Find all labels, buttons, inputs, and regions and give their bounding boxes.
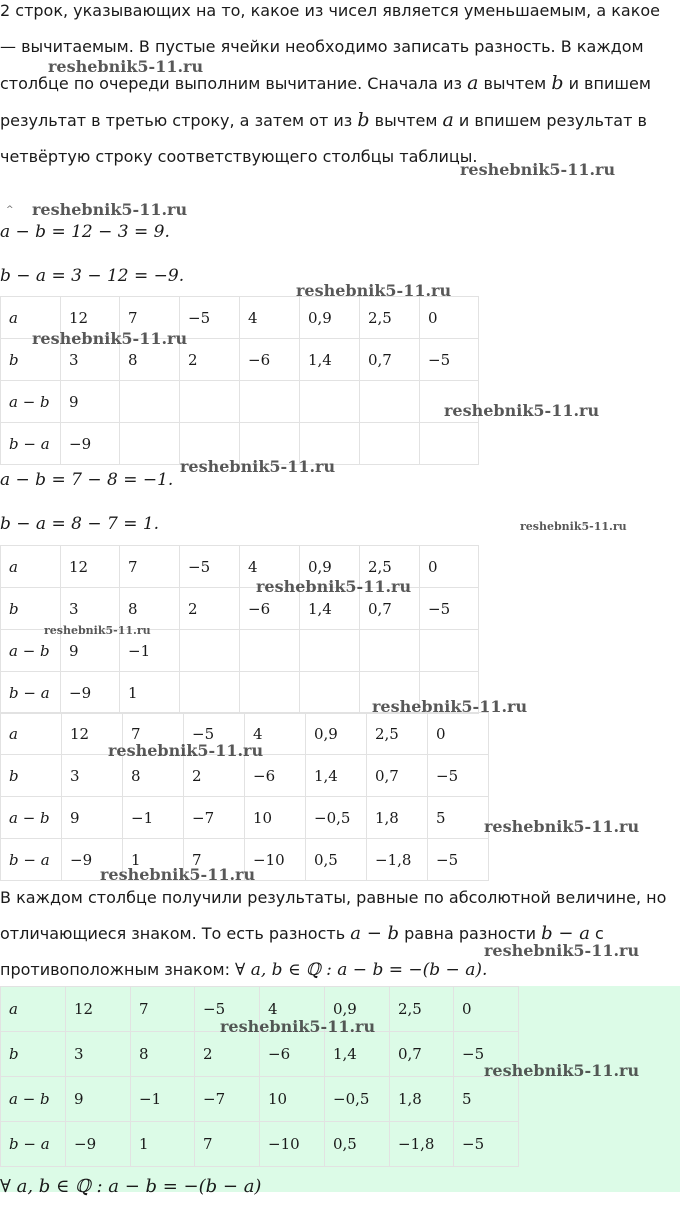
table-row-a-minus-b	[1, 797, 489, 839]
cell: −10	[260, 1122, 325, 1167]
row-label: b	[1, 588, 61, 630]
cell: 7	[120, 546, 180, 588]
cell: 2,5	[360, 546, 420, 588]
cell: 4	[240, 297, 300, 339]
watermark: reshebnik5-11.ru	[180, 457, 336, 476]
row-label: a − b	[1, 630, 61, 672]
cell: 1	[131, 1122, 195, 1167]
cell: 1,8	[390, 1077, 454, 1122]
row-label: a	[1, 297, 61, 339]
cell: 0,9	[300, 297, 360, 339]
cell: 1,4	[300, 588, 360, 630]
cell: 0,7	[360, 588, 420, 630]
conclusion-paragraph	[0, 880, 676, 988]
cell-empty	[360, 381, 420, 423]
cell: 4	[245, 713, 306, 755]
collapse-caret-icon: ^	[6, 205, 14, 215]
cell: 2	[195, 1032, 260, 1077]
cell-empty	[240, 381, 300, 423]
cell: −0,5	[325, 1077, 390, 1122]
watermark: reshebnik5-11.ru	[108, 741, 264, 760]
cell: −5	[428, 755, 489, 797]
cell: 10	[245, 797, 306, 839]
cell: −1	[131, 1077, 195, 1122]
cell: 7	[131, 987, 195, 1032]
cell: −5	[428, 839, 489, 881]
row-label: a − b	[1, 381, 61, 423]
watermark: reshebnik5-11.ru	[296, 281, 452, 300]
cell: −5	[420, 588, 479, 630]
cell-empty	[360, 423, 420, 465]
step1-eq-a-minus-b: a − b = 12 − 3 = 9.	[0, 222, 170, 242]
row-label: a	[1, 987, 66, 1032]
table-complete	[0, 712, 489, 881]
cell-empty	[300, 381, 360, 423]
table-row-a-minus-b	[1, 381, 479, 423]
row-label: b − a	[1, 423, 61, 465]
cell: 3	[61, 339, 120, 381]
cell: −0,5	[306, 797, 367, 839]
cell: 9	[61, 630, 120, 672]
cell: 0	[420, 297, 479, 339]
cell: 2	[180, 339, 240, 381]
watermark: reshebnik5-11.ru	[484, 817, 640, 836]
table-answer	[0, 986, 519, 1167]
cell: −7	[184, 797, 245, 839]
row-label: b	[1, 755, 62, 797]
cell: 2	[180, 588, 240, 630]
cell: −1	[123, 797, 184, 839]
cell: 5	[428, 797, 489, 839]
cell: −5	[180, 297, 240, 339]
row-label: a − b	[1, 1077, 66, 1122]
cell: −9	[61, 672, 120, 714]
cell: −9	[62, 839, 123, 881]
intro-line-3: столбце по очереди выполним вычитание. Сначала из a вычтем b и впишем	[0, 72, 651, 94]
cell: −9	[66, 1122, 131, 1167]
cell: −6	[240, 588, 300, 630]
cell-empty	[120, 381, 180, 423]
cell: 0	[428, 713, 489, 755]
conclusion-line-3: противоположным знаком: ∀ a, b ∈ ℚ : a − b = −(b − a).	[0, 960, 488, 980]
cell: 8	[120, 339, 180, 381]
cell: 12	[61, 546, 120, 588]
cell-empty	[300, 672, 360, 714]
table-step-1	[0, 296, 479, 465]
row-label: b	[1, 1032, 66, 1077]
watermark: reshebnik5-11.ru	[444, 401, 600, 420]
cell: −7	[195, 1077, 260, 1122]
cell: 3	[62, 755, 123, 797]
cell: 8	[123, 755, 184, 797]
cell: 2,5	[390, 987, 454, 1032]
cell: 0,9	[325, 987, 390, 1032]
cell: 9	[66, 1077, 131, 1122]
cell: 9	[62, 797, 123, 839]
cell: 7	[123, 713, 184, 755]
intro-line-1: 2 строк, указывающих на то, какое из чисел является уменьшаемым, а какое	[0, 1, 660, 20]
cell-empty	[420, 423, 479, 465]
table-row-a-minus-b	[1, 1077, 519, 1122]
row-label: b − a	[1, 1122, 66, 1167]
watermark: reshebnik5-11.ru	[44, 624, 151, 637]
intro-line-5: четвёртую строку соответствующего столбцы таблицы.	[0, 147, 478, 166]
cell-empty	[420, 630, 479, 672]
step2-eq-a-minus-b: a − b = 7 − 8 = −1.	[0, 470, 174, 490]
row-label: a	[1, 546, 61, 588]
cell: −6	[240, 339, 300, 381]
cell: 0,7	[360, 339, 420, 381]
watermark: reshebnik5-11.ru	[48, 57, 204, 76]
cell: −6	[245, 755, 306, 797]
cell-empty	[180, 381, 240, 423]
watermark: reshebnik5-11.ru	[32, 200, 188, 219]
cell: 0,7	[390, 1032, 454, 1077]
cell-empty	[240, 630, 300, 672]
cell: 12	[66, 987, 131, 1032]
intro-line-4: результат в третью строку, а затем от из b вычтем a и впишем результат в	[0, 109, 647, 131]
cell-empty	[180, 672, 240, 714]
table-row-b-minus-a	[1, 1122, 519, 1167]
cell: 1,4	[325, 1032, 390, 1077]
cell: 3	[61, 588, 120, 630]
cell: 7	[120, 297, 180, 339]
cell: −1,8	[390, 1122, 454, 1167]
cell: 1	[123, 839, 184, 881]
cell: −9	[61, 423, 120, 465]
watermark: reshebnik5-11.ru	[484, 1061, 640, 1080]
row-label: b − a	[1, 672, 61, 714]
row-label: b	[1, 339, 61, 381]
intro-paragraph	[0, 0, 676, 175]
cell-empty	[300, 630, 360, 672]
cell: 1	[120, 672, 180, 714]
cell: −1	[120, 630, 180, 672]
watermark: reshebnik5-11.ru	[460, 160, 616, 179]
cell: 8	[131, 1032, 195, 1077]
cell: −5	[195, 987, 260, 1032]
intro-line-2: — вычитаемым. В пустые ячейки необходимо записать разность. В каждом	[0, 37, 644, 56]
watermark: reshebnik5-11.ru	[32, 329, 188, 348]
conclusion-line-2: отличающиеся знаком. То есть разность a − b равна разности b − a с	[0, 923, 604, 944]
cell: 0	[454, 987, 519, 1032]
table-row-b	[1, 755, 489, 797]
watermark: reshebnik5-11.ru	[372, 697, 528, 716]
cell: 0,7	[367, 755, 428, 797]
cell: 1,4	[306, 755, 367, 797]
cell: −5	[454, 1032, 519, 1077]
watermark: reshebnik5-11.ru	[100, 865, 256, 884]
cell-empty	[120, 423, 180, 465]
cell: 10	[260, 1077, 325, 1122]
final-formula: ∀ a, b ∈ ℚ : a − b = −(b − a)	[0, 1176, 262, 1197]
cell: 5	[454, 1077, 519, 1122]
row-label: a − b	[1, 797, 62, 839]
cell: 2,5	[367, 713, 428, 755]
cell: −5	[420, 339, 479, 381]
cell-empty	[240, 672, 300, 714]
cell: 12	[62, 713, 123, 755]
cell: 4	[260, 987, 325, 1032]
step2-eq-b-minus-a: b − a = 8 − 7 = 1.	[0, 514, 160, 534]
watermark: reshebnik5-11.ru	[484, 941, 640, 960]
cell: 9	[61, 381, 120, 423]
cell: 12	[61, 297, 120, 339]
row-label: a	[1, 713, 62, 755]
watermark: reshebnik5-11.ru	[256, 577, 412, 596]
cell: 7	[184, 839, 245, 881]
cell: −5	[454, 1122, 519, 1167]
cell: −1,8	[367, 839, 428, 881]
cell: −6	[260, 1032, 325, 1077]
cell: 2,5	[360, 297, 420, 339]
watermark: reshebnik5-11.ru	[220, 1017, 376, 1036]
watermark: reshebnik5-11.ru	[520, 520, 627, 533]
cell: 3	[66, 1032, 131, 1077]
cell: 0,5	[306, 839, 367, 881]
cell: 2	[184, 755, 245, 797]
cell: −10	[245, 839, 306, 881]
cell: 0,5	[325, 1122, 390, 1167]
cell: −5	[184, 713, 245, 755]
cell: 0	[420, 546, 479, 588]
step1-eq-b-minus-a: b − a = 3 − 12 = −9.	[0, 266, 185, 286]
cell: 0,9	[306, 713, 367, 755]
cell-empty	[360, 630, 420, 672]
table-row-b	[1, 1032, 519, 1077]
cell-empty	[180, 630, 240, 672]
conclusion-line-1: В каждом столбце получили результаты, равные по абсолютной величине, но	[0, 888, 667, 907]
row-label: b − a	[1, 839, 62, 881]
cell: 1,8	[367, 797, 428, 839]
cell: 0,9	[300, 546, 360, 588]
cell: 7	[195, 1122, 260, 1167]
cell: −5	[180, 546, 240, 588]
cell: 4	[240, 546, 300, 588]
cell: 1,4	[300, 339, 360, 381]
cell: 8	[120, 588, 180, 630]
